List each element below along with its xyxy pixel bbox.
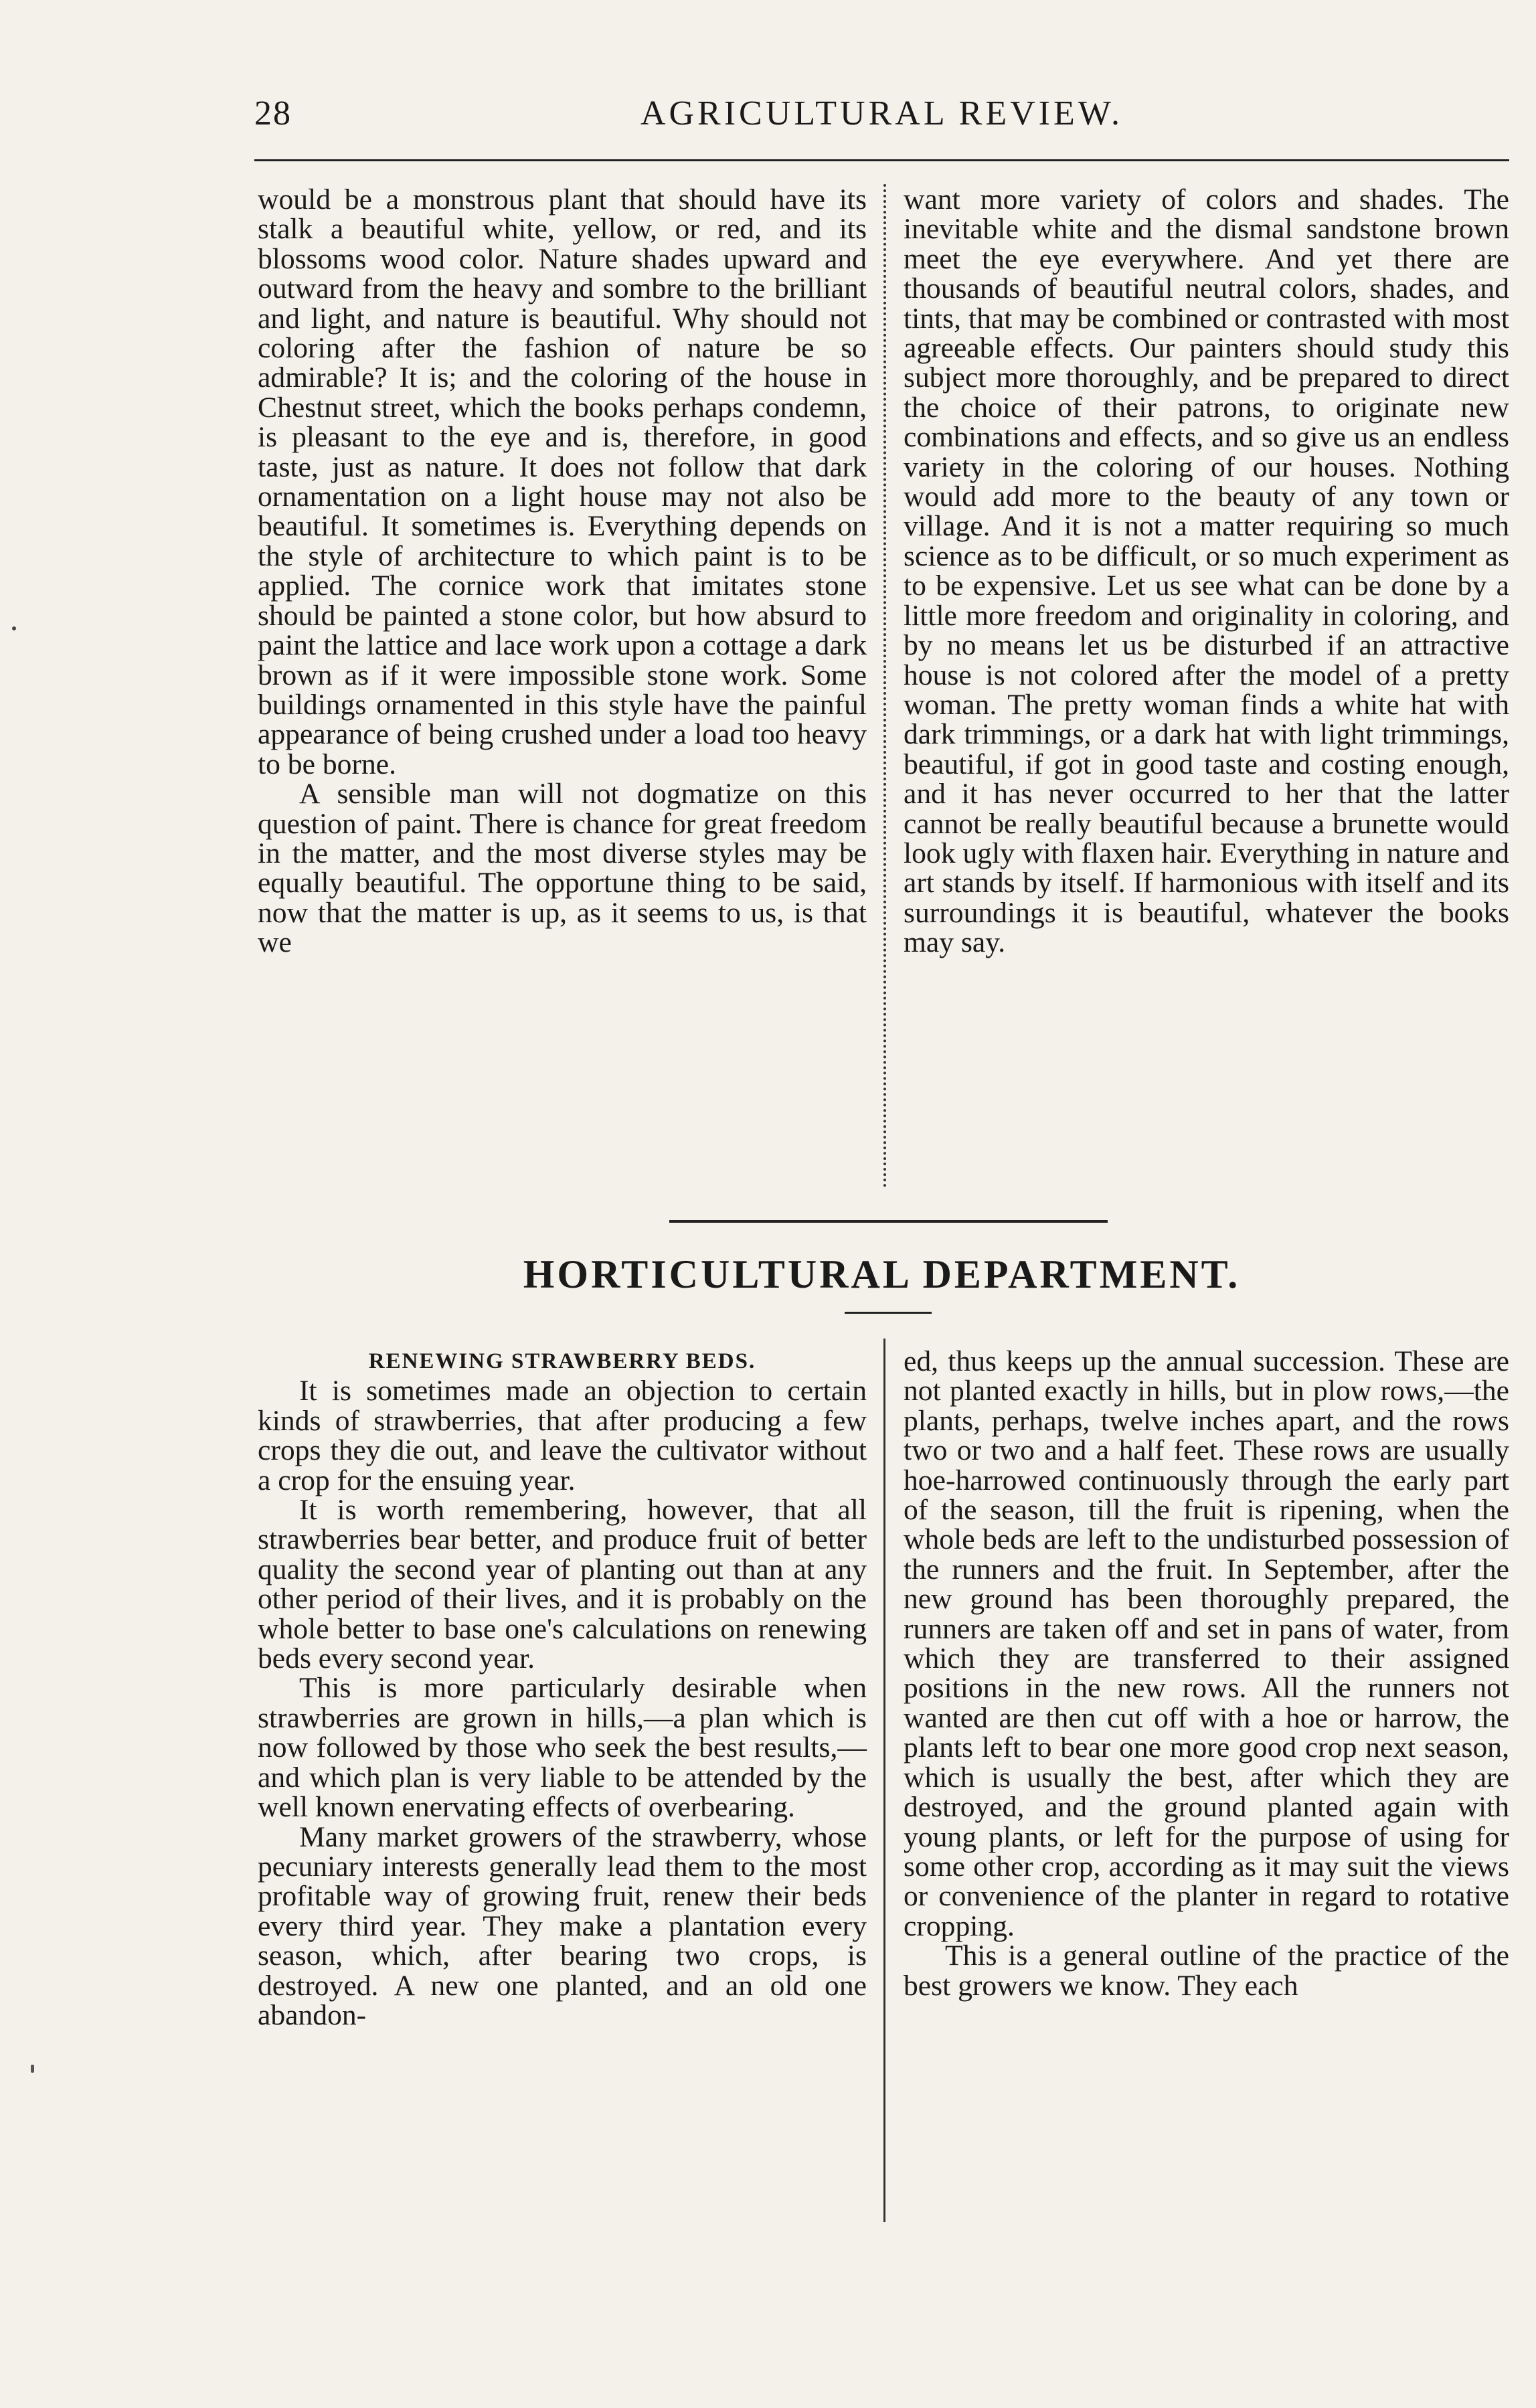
article-heading: RENEWING STRAWBERRY BEDS. bbox=[368, 1349, 756, 1373]
paragraph: A sensible man will not dogmatize on this question of paint. There is chance for great freedom in the matter, and the most diverse styles may be equally beautiful. The opportune thing to be said, now that the matter is up, as it seems to us, is that we bbox=[258, 778, 867, 959]
section-rule bbox=[669, 1220, 1108, 1223]
paragraph: want more variety of colors and shades. The inevitable white and the dismal sandstone brown meet the eye everywhere. And yet there are thousands of beautiful neutral colors, shades, and tints, that may be combined or contrasted with most agreeable effects. Our painters should study this subject more thoroughly, and be prepared to direct the choice of their patrons, to originate new combinations and effects, and so give us an endless variety in the coloring of our houses. Nothing would add more to the beauty of any town or village. And it is not a matter requiring so much science as to be difficult, or so much experiment as to be expensive. Let us see what can be done by a little more freedom and originality in coloring, and by no means let us be disturbed if an attractive house is not colored after the model of a pretty woman. The pretty woman finds a white hat with dark trimmings, or a dark hat with light trimmings, beautiful, if got in good taste and costing enough, and it has never occurred to her that the latter cannot be really beautiful because a brunette would look ugly with flaxen hair. Everything in nature and art stands by itself. If harmonious with itself and its surroundings it is beautiful, whatever the books may say. bbox=[904, 183, 1509, 959]
upper-left-column bbox=[258, 185, 867, 958]
upper-right-column bbox=[904, 185, 1509, 958]
article-left-column bbox=[258, 1347, 867, 2030]
section-underline bbox=[845, 1312, 932, 1314]
paragraph: would be a monstrous plant that should have its stalk a beautiful white, yellow, or red, and its blossoms wood color. Nature shades upward and outward from the heavy and sombre to the brilliant and light, and nature is beautiful. Why should not coloring after the fashion of nature be so admirable? It is; and the coloring of the house in Chestnut street, which the books perhaps condemn, is pleasant to the eye and is, therefore, in good taste, just as nature. It does not follow that dark ornamentation on a light house may not also be beautiful. It sometimes is. Everything depends on the style of architecture to which paint is to be applied. The cornice work that imitates stone should be painted a stone color, but how absurd to paint the lattice and lace work upon a cottage a dark brown as if it were impossible stone work. Some buildings ornamented in this style have the painful appearance of being crushed under a load too heavy to be borne. bbox=[258, 183, 867, 780]
paragraph: It is worth remembering, however, that all strawberries bear better, and produce fruit of better quality the second year of planting out than at any other period of their lives, and it is probably on the whole better to base one's calculations on renewing beds every second year. bbox=[258, 1494, 867, 1675]
print-speck bbox=[31, 2065, 34, 2073]
print-speck bbox=[12, 626, 16, 630]
page-number: 28 bbox=[254, 94, 292, 133]
article-right-column bbox=[904, 1347, 1509, 2000]
column-divider bbox=[883, 184, 886, 1188]
paragraph: ed, thus keeps up the annual succession. These are not planted exactly in hills, but in plow rows,—the plants, perhaps, twelve inches apart, and the rows two or two and a half feet. These rows are usually hoe-harrowed continuously through the early part of the season, till the fruit is ripening, when the whole beds are left to the undisturbed possession of the runners and the fruit. In September, after the new ground has been thoroughly prepared, the runners are taken off and set in pans of water, from which they are transferred to their assigned positions in the new rows. All the runners not wanted are then cut off with a hoe or harrow, the plants left to bear one more good crop next season, which is usually the best, after which they are destroyed, and the ground planted again with young plants, or left for the purpose of using for some other crop, according as it may suit the views or convenience of the planter in regard to rotative cropping. bbox=[904, 1345, 1509, 1942]
column-divider bbox=[883, 1339, 885, 2222]
paragraph: Many market growers of the strawberry, whose pecuniary interests generally lead them to the most profitable way of growing fruit, renew their beds every third year. They make a plantation every season, which, after bearing two crops, is destroyed. A new one planted, and an old one abandon- bbox=[258, 1820, 867, 2031]
running-head bbox=[254, 94, 1509, 147]
paragraph: It is sometimes made an objection to certain kinds of strawberries, that after producing a few crops they die out, and leave the cultivator without a crop for the ensuing year. bbox=[258, 1375, 867, 1496]
section-title: HORTICULTURAL DEPARTMENT. bbox=[523, 1252, 1241, 1296]
paragraph: This is more particularly desirable when strawberries are grown in hills,—a plan which is now followed by those who seek the best results,—and which plan is very liable to be attended by the well known enervating effects of overbearing. bbox=[258, 1672, 867, 1824]
paragraph: This is a general outline of the practice of the best growers we know. They each bbox=[904, 1940, 1509, 2002]
journal-title: AGRICULTURAL REVIEW. bbox=[640, 94, 1124, 133]
header-rule bbox=[254, 159, 1509, 161]
